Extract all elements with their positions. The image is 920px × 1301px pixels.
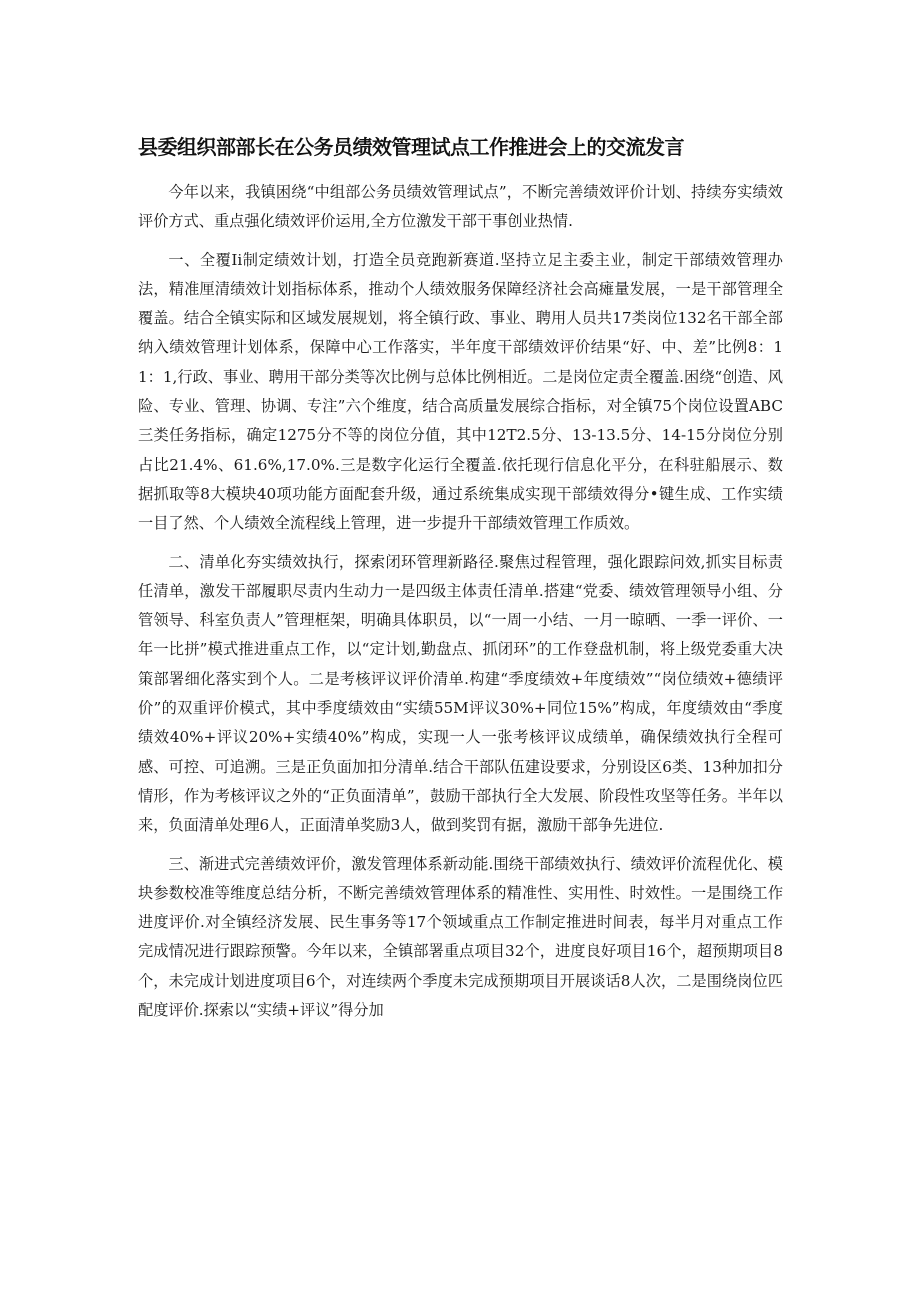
paragraph-section-two: 二、清单化夯实绩效执行，探索闭环管理新路径.聚焦过程管理，强化跟踪问效,抓实目标责任清单，激发干部履职尽责内生动力一是四级主体责任清单.搭建“党委、绩效管理领导小组、分管领导、科室负责人”管理框架，明确具体职员，以“一周一小结、一月一晾晒、一季一评价、一年一比拼”模式推进重点工作，以“定计划,勤盘点、抓闭环”的工作登盘机制，将上级党委重大决策部署细化落实到个人。二是考核评议评价清单.构建“季度绩效+年度绩效”“岗位绩效+德绩评价”的双重评价模式，其中季度绩效由“实绩55M评议30%+同位15%”构成，年度绩效由“季度绩效40%+评议20%+实绩40%”构成，实现一人一张考核评议成绩单，确保绩效执行全程可感、可控、可追溯。三是正负面加扣分清单.结合干部队伍建设要求，分别设区6类、13种加扣分情形，作为考核评议之外的“正负面清单”，鼓励干部执行全大发展、阶段性攻坚等任务。半年以来，负面清单处理6人，正面清单奖励3人，做到奖罚有据，激励干部争先进位. bbox=[138, 552, 783, 835]
document-title: 县委组织部部长在公务员绩效管理试点工作推进会上的交流发言 bbox=[138, 135, 684, 159]
paragraph-intro: 今年以来，我镇困绕“中组部公务员绩效管理试点”，不断完善绩效评价计划、持续夯实绩效评价方式、重点强化绩效评价运用,全方位激发干部干事创业热情. bbox=[138, 183, 783, 231]
document-body bbox=[138, 178, 783, 1034]
paragraph-section-three: 三、渐进式完善绩效评价，激发管理体系新动能.围绕干部绩效执行、绩效评价流程优化、模块参数校准等维度总结分析，不断完善绩效管理体系的精准性、实用性、时效性。一是围绕工作进度评价.对全镇经济发展、民生事务等17个领域重点工作制定推进时间表，每半月对重点工作完成情况进行跟踪预警。今年以来，全镇部署重点项目32个，进度良好项目16个，超预期项目8个，未完成计划进度项目6个，对连续两个季度未完成预期项目开展谈话8人次，二是围绕岗位匹配度评价.探索以“实绩+评议”得分加 bbox=[138, 854, 783, 1020]
paragraph-section-one: 一、全覆Ii制定绩效计划，打造全员竞跑新赛道.坚持立足主委主业，制定干部绩效管理办法，精准厘清绩效计划指标体系，推动个人绩效服务保障经济社会高瘫量发展，一是干部管理全覆盖。结合全镇实际和区域发展规划，将全镇行政、事业、聘用人员共17类岗位132名干部全部纳入绩效管理计划体系，保障中心工作落实，半年度干部绩效评价结果“好、中、差”比例8：11：1,行政、事业、聘用干部分类等次比例与总体比例相近。二是岗位定责全覆盖.困绕“创造、风险、专业、管理、协调、专注”六个维度，结合高质量发展综合指标，对全镇75个岗位设置ABC三类任务指标，确定1275分不等的岗位分值，其中12T2.5分、13-13.5分、14-15分岗位分别占比21.4%、61.6%,17.0%.三是数字化运行全覆盖.依托现行信息化平分，在科驻船展示、数据抓取等8大模块40项功能方面配套升级，通过系统集成实现干部绩效得分•键生成、工作实绩一目了然、个人绩效全流程线上管理，进一步提升干部绩效管理工作质效。 bbox=[138, 250, 783, 533]
